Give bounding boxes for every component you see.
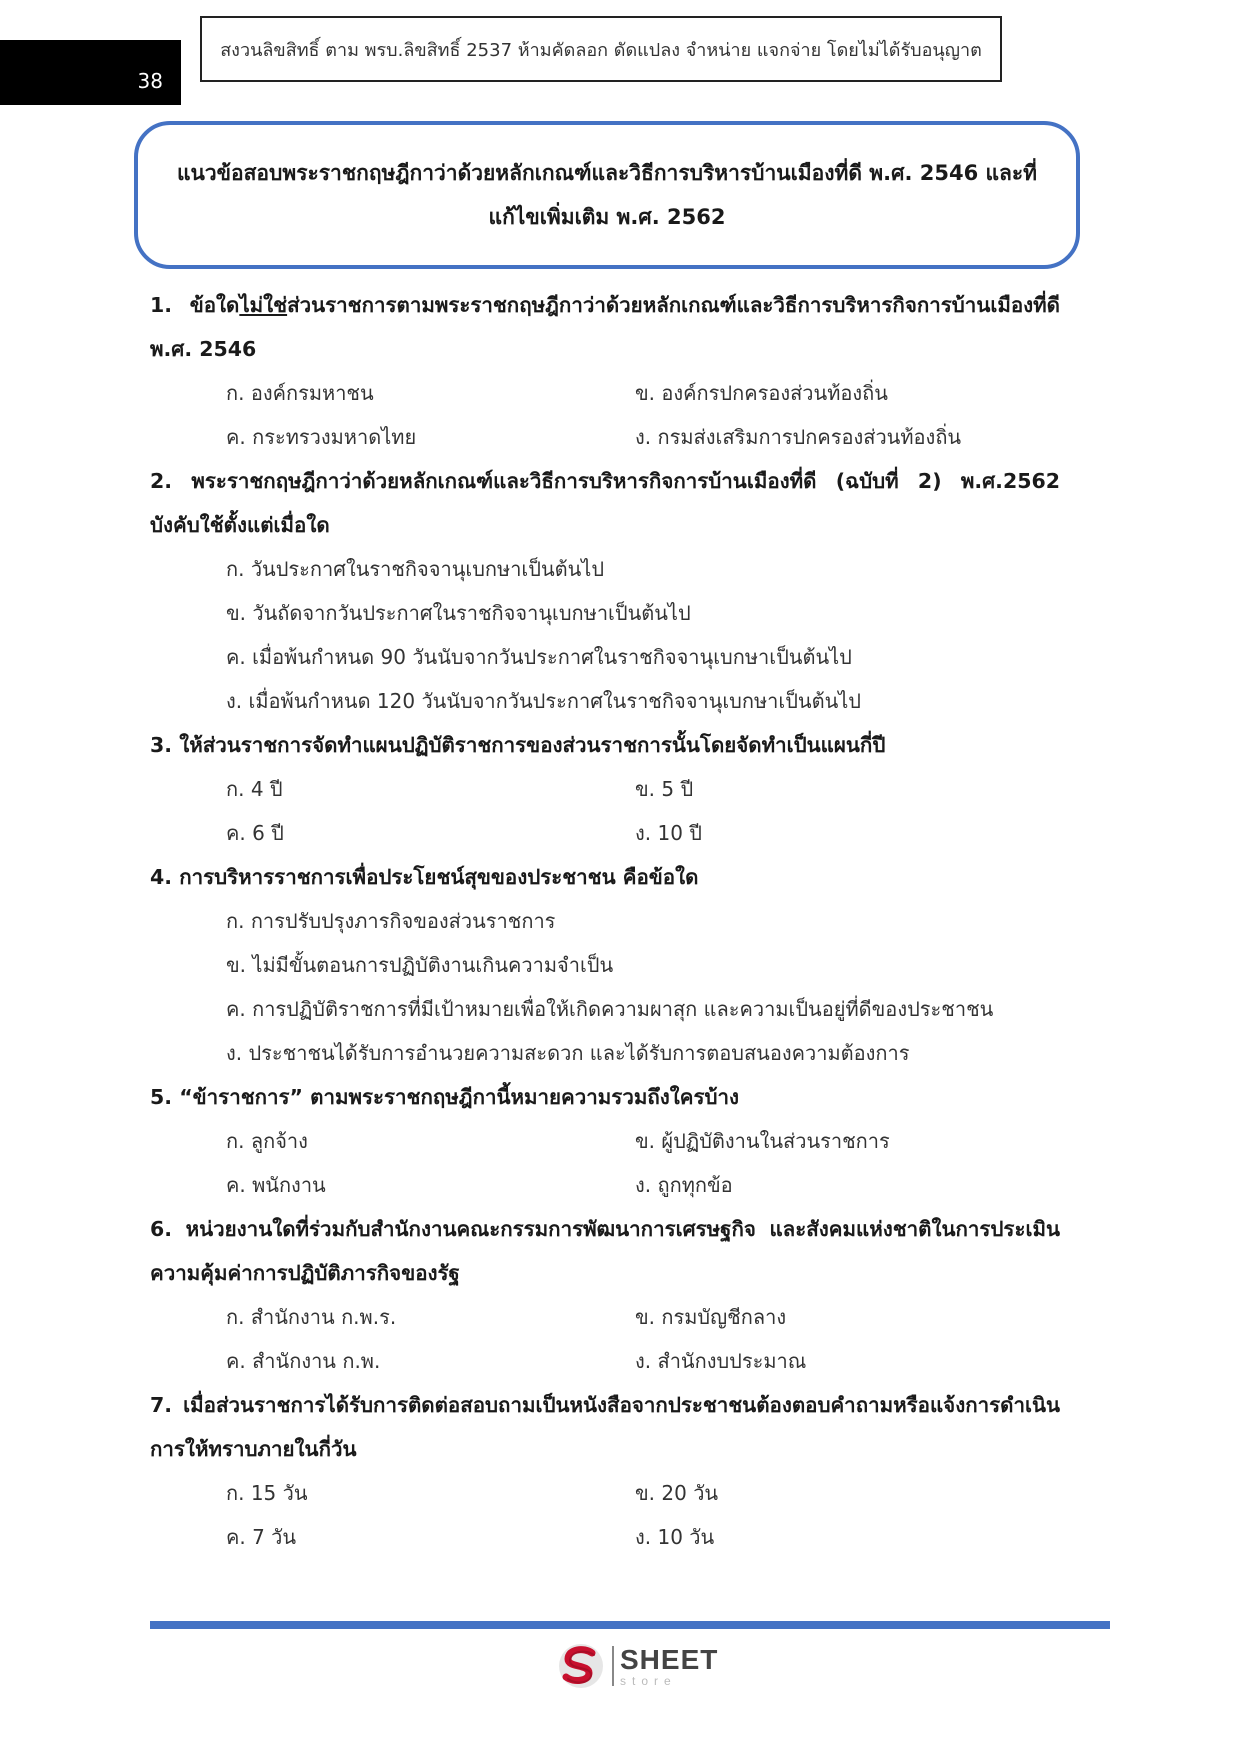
option-group [150,1295,1060,1383]
page-number: 38 [137,69,163,93]
logo-subword: store [620,1673,677,1688]
option-d: ง. สำนักงบประมาณ [635,1349,807,1373]
question-4 [150,855,1060,1075]
option-d: ง. ประชาชนได้รับการอำนวยความสะดวก และได้รับการตอบสนองความต้องการ [226,1041,910,1065]
option-d: ง. ถูกทุกข้อ [635,1173,733,1197]
option-b: ข. ไม่มีขั้นตอนการปฏิบัติงานเกินความจำเป็น [226,953,614,977]
document-title-box [134,121,1080,269]
question-list [150,283,1060,1559]
page-number-tab [0,40,181,105]
option-a: ก. สำนักงาน ก.พ.ร. [226,1305,397,1329]
option-group [150,1471,1060,1559]
option-group [150,767,1060,855]
question-emphasis: ไม่ใช่ [239,293,288,317]
question-1 [150,283,1060,459]
logo-word: SHEET [620,1643,719,1675]
question-text: 7. เมื่อส่วนราชการได้รับการติดต่อสอบถามเป็นหนังสือจากประชาชนต้องตอบคำถามหรือแจ้งการดำเนินการให้ทราบภายในกี่วัน [150,1393,1060,1461]
option-group [150,1119,1060,1207]
option-a: ก. องค์กรมหาชน [226,381,374,405]
document-title-line-1: แนวข้อสอบพระราชกฤษฎีกาว่าด้วยหลักเกณฑ์และวิธีการบริหารบ้านเมืองที่ดี พ.ศ. 2546 และที่ [176,161,1038,185]
question-text [150,283,1060,371]
option-a: ก. วันประกาศในราชกิจจานุเบกษาเป็นต้นไป [226,557,605,581]
option-b: ข. วันถัดจากวันประกาศในราชกิจจานุเบกษาเป็นต้นไป [226,601,691,625]
option-c: ค. กระทรวงมหาดไทย [226,425,417,449]
question-2 [150,459,1060,723]
option-c: ค. สำนักงาน ก.พ. [226,1349,381,1373]
option-b: ข. องค์กรปกครองส่วนท้องถิ่น [635,381,888,405]
option-d: ง. 10 ปี [635,821,702,845]
option-a: ก. 4 ปี [226,777,283,801]
option-d: ง. 10 วัน [635,1525,715,1549]
question-7 [150,1383,1060,1559]
copyright-notice [200,16,1002,82]
option-c: ค. 6 ปี [226,821,284,845]
option-a: ก. การปรับปรุงภารกิจของส่วนราชการ [226,909,556,933]
option-b: ข. 20 วัน [635,1481,719,1505]
option-c: ค. พนักงาน [226,1173,326,1197]
question-text-part: 1. ข้อใด [150,293,240,317]
question-text: 3. ให้ส่วนราชการจัดทำแผนปฏิบัติราชการของส่วนราชการนั้นโดยจัดทำเป็นแผนกี่ปี [150,733,886,757]
option-d: ง. กรมส่งเสริมการปกครองส่วนท้องถิ่น [635,425,962,449]
question-6 [150,1207,1060,1383]
option-group [150,371,1060,459]
option-a: ก. 15 วัน [226,1481,308,1505]
option-group [150,547,1060,723]
option-group [150,899,1060,1075]
question-text: 6. หน่วยงานใดที่ร่วมกับสำนักงานคณะกรรมการพัฒนาการเศรษฐกิจ และสังคมแห่งชาติในการประเมินความคุ้มค่าการปฏิบัติภารกิจของรัฐ [150,1217,1060,1285]
option-b: ข. ผู้ปฏิบัติงานในส่วนราชการ [635,1129,890,1153]
sheet-store-logo-icon [556,1641,606,1691]
question-3 [150,723,1060,855]
question-5 [150,1075,1060,1207]
footer-divider [150,1621,1110,1629]
option-c: ค. การปฏิบัติราชการที่มีเป้าหมายเพื่อให้เกิดความผาสุก และความเป็นอยู่ที่ดีของประชาชน [226,997,994,1021]
question-text: 4. การบริหารราชการเพื่อประโยชน์สุขของประชาชน คือข้อใด [150,865,699,889]
logo-wordmark [620,1643,719,1688]
sheet-store-logo [556,1640,718,1692]
question-text-part: ส่วนราชการตามพระราชกฤษฎีกาว่าด้วยหลักเกณฑ์และวิธีการบริหารกิจการบ้านเมืองที่ดี พ.ศ. 2546 [150,293,1060,361]
copyright-text: สงวนลิขสิทธิ์ ตาม พรบ.ลิขสิทธิ์ 2537 ห้ามคัดลอก ดัดแปลง จำหน่าย แจกจ่าย โดยไม่ได้รับอนุญาต [220,39,982,61]
option-d: ง. เมื่อพ้นกำหนด 120 วันนับจากวันประกาศในราชกิจจานุเบกษาเป็นต้นไป [226,689,861,713]
document-title-line-2: แก้ไขเพิ่มเติม พ.ศ. 2562 [488,205,726,229]
question-text: 2. พระราชกฤษฎีกาว่าด้วยหลักเกณฑ์และวิธีการบริหารกิจการบ้านเมืองที่ดี (ฉบับที่ 2) พ.ศ.2562 บังคับใช้ตั้งแต่เมื่อใด [150,469,1060,537]
option-b: ข. กรมบัญชีกลาง [635,1305,787,1329]
option-c: ค. 7 วัน [226,1525,297,1549]
option-c: ค. เมื่อพ้นกำหนด 90 วันนับจากวันประกาศในราชกิจจานุเบกษาเป็นต้นไป [226,645,852,669]
option-a: ก. ลูกจ้าง [226,1129,308,1153]
question-text: 5. “ข้าราชการ” ตามพระราชกฤษฎีกานี้หมายความรวมถึงใครบ้าง [150,1085,740,1109]
option-b: ข. 5 ปี [635,777,694,801]
logo-divider [612,1646,614,1686]
